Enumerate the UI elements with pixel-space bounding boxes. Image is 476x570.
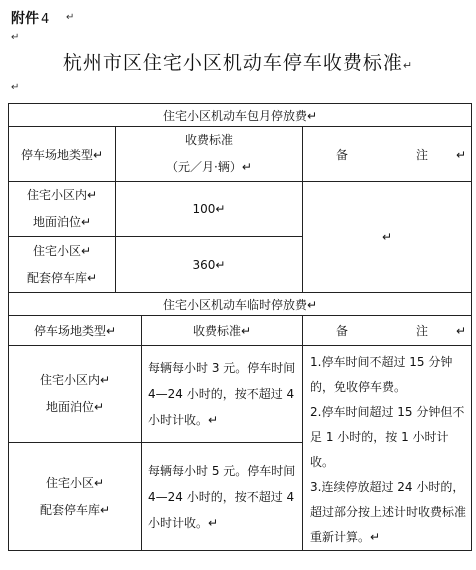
paragraph-mark: ↵: [99, 502, 111, 517]
monthly-header-row: [9, 127, 472, 182]
document-title-text: 杭州市区住宅小区机动车停车收费标准: [62, 52, 403, 74]
monthly-type-line1: 住宅小区内: [26, 188, 87, 202]
monthly-col-type-label: 停车场地类型: [20, 147, 93, 162]
paragraph-mark: ↵: [208, 413, 219, 428]
temp-col-notes-label: 备 注: [335, 324, 456, 338]
monthly-fee-value: 100: [192, 202, 216, 216]
parking-fee-table: [8, 103, 472, 551]
paragraph-mark: ↵: [402, 59, 414, 72]
note-2: 2.停车时间超过 15 分钟但不足 1 小时的，按 1 小时计收。: [310, 405, 465, 469]
monthly-type-cell: [9, 182, 116, 237]
note-3: 3.连续停放超过 24 小时的，超过部分按上述计时收费标准重新计算。: [310, 480, 467, 544]
monthly-fee-cell: [116, 182, 303, 237]
monthly-type-line2: 地面泊位: [32, 215, 81, 229]
temp-type-cell: [9, 346, 142, 443]
monthly-col-fee-unit: （元／月·辆）: [166, 160, 242, 174]
monthly-row-ground: [9, 182, 472, 237]
monthly-type-cell: [9, 237, 116, 293]
paragraph-mark: ↵: [455, 147, 467, 162]
temp-fee-text: 每辆每小时 5 元。停车时间 4—24 小时的，按不超过 4 小时计收。: [148, 463, 296, 530]
paragraph-mark: ↵: [306, 297, 318, 312]
monthly-col-fee: [116, 127, 303, 182]
temp-fee-cell: [142, 346, 303, 443]
temp-fee-text: 每辆每小时 3 元。停车时间 4—24 小时的，按不超过 4 小时计收。: [148, 361, 296, 428]
paragraph-mark: ↵: [93, 400, 105, 415]
monthly-col-fee-label: 收费标准: [184, 133, 233, 147]
monthly-type-line2: 配套停车库: [26, 270, 87, 285]
monthly-type-line1: 住宅小区: [32, 243, 81, 258]
paragraph-mark: ↵: [240, 324, 252, 338]
temp-notes-cell: [303, 346, 472, 551]
paragraph-mark: ↵: [66, 12, 75, 23]
paragraph-mark: ↵: [86, 270, 98, 285]
paragraph-mark: ↵: [11, 82, 20, 93]
attachment-text: 附件: [11, 11, 39, 27]
temp-col-fee-label: 收费标准: [192, 324, 241, 338]
paragraph-mark: ↵: [241, 160, 252, 174]
paragraph-mark: ↵: [80, 243, 92, 258]
monthly-fee-value: 360: [192, 257, 216, 272]
temp-row-ground: [9, 346, 472, 443]
temp-type-line2: 配套停车库: [39, 502, 100, 517]
paragraph-mark: ↵: [215, 202, 226, 216]
monthly-col-type: [9, 127, 116, 182]
monthly-fee-cell: [116, 237, 303, 293]
temp-col-notes: [303, 316, 472, 346]
paragraph-mark: ↵: [381, 230, 393, 244]
temp-col-fee: [142, 316, 303, 346]
temp-type-cell: [9, 443, 142, 551]
monthly-section-header: [9, 104, 472, 127]
monthly-section-title: 住宅小区机动车包月停放费: [162, 108, 307, 123]
temp-section-title: 住宅小区机动车临时停放费: [162, 297, 307, 312]
temp-section-header: [9, 293, 472, 316]
temp-section-row: [9, 293, 472, 316]
paragraph-mark: ↵: [99, 373, 111, 388]
paragraph-mark: ↵: [105, 324, 117, 338]
paragraph-mark: ↵: [306, 108, 318, 123]
paragraph-mark: ↵: [80, 215, 92, 229]
temp-col-type-label: 停车场地类型: [33, 324, 106, 338]
paragraph-mark: ↵: [455, 324, 467, 338]
paragraph-mark: ↵: [215, 257, 226, 272]
temp-type-line1: 住宅小区: [45, 475, 94, 490]
document-title: [0, 48, 476, 75]
monthly-col-notes-label: 备 注: [335, 147, 456, 162]
attachment-label: [11, 8, 49, 28]
paragraph-mark: ↵: [370, 530, 381, 544]
monthly-section-row: [9, 104, 472, 127]
temp-header-row: [9, 316, 472, 346]
paragraph-mark: ↵: [11, 32, 20, 43]
note-1: 1.停车时间不超过 15 分钟的，免收停车费。: [310, 355, 453, 394]
paragraph-mark: ↵: [86, 188, 98, 202]
attachment-number: 4: [41, 12, 50, 27]
paragraph-mark: ↵: [208, 515, 219, 530]
paragraph-mark: ↵: [92, 147, 104, 162]
paragraph-mark: ↵: [93, 475, 105, 490]
monthly-col-notes: [303, 127, 472, 182]
temp-col-type: [9, 316, 142, 346]
temp-type-line1: 住宅小区内: [39, 373, 100, 388]
temp-type-line2: 地面泊位: [45, 400, 94, 415]
monthly-notes-cell: [303, 182, 472, 293]
temp-fee-cell: [142, 443, 303, 551]
